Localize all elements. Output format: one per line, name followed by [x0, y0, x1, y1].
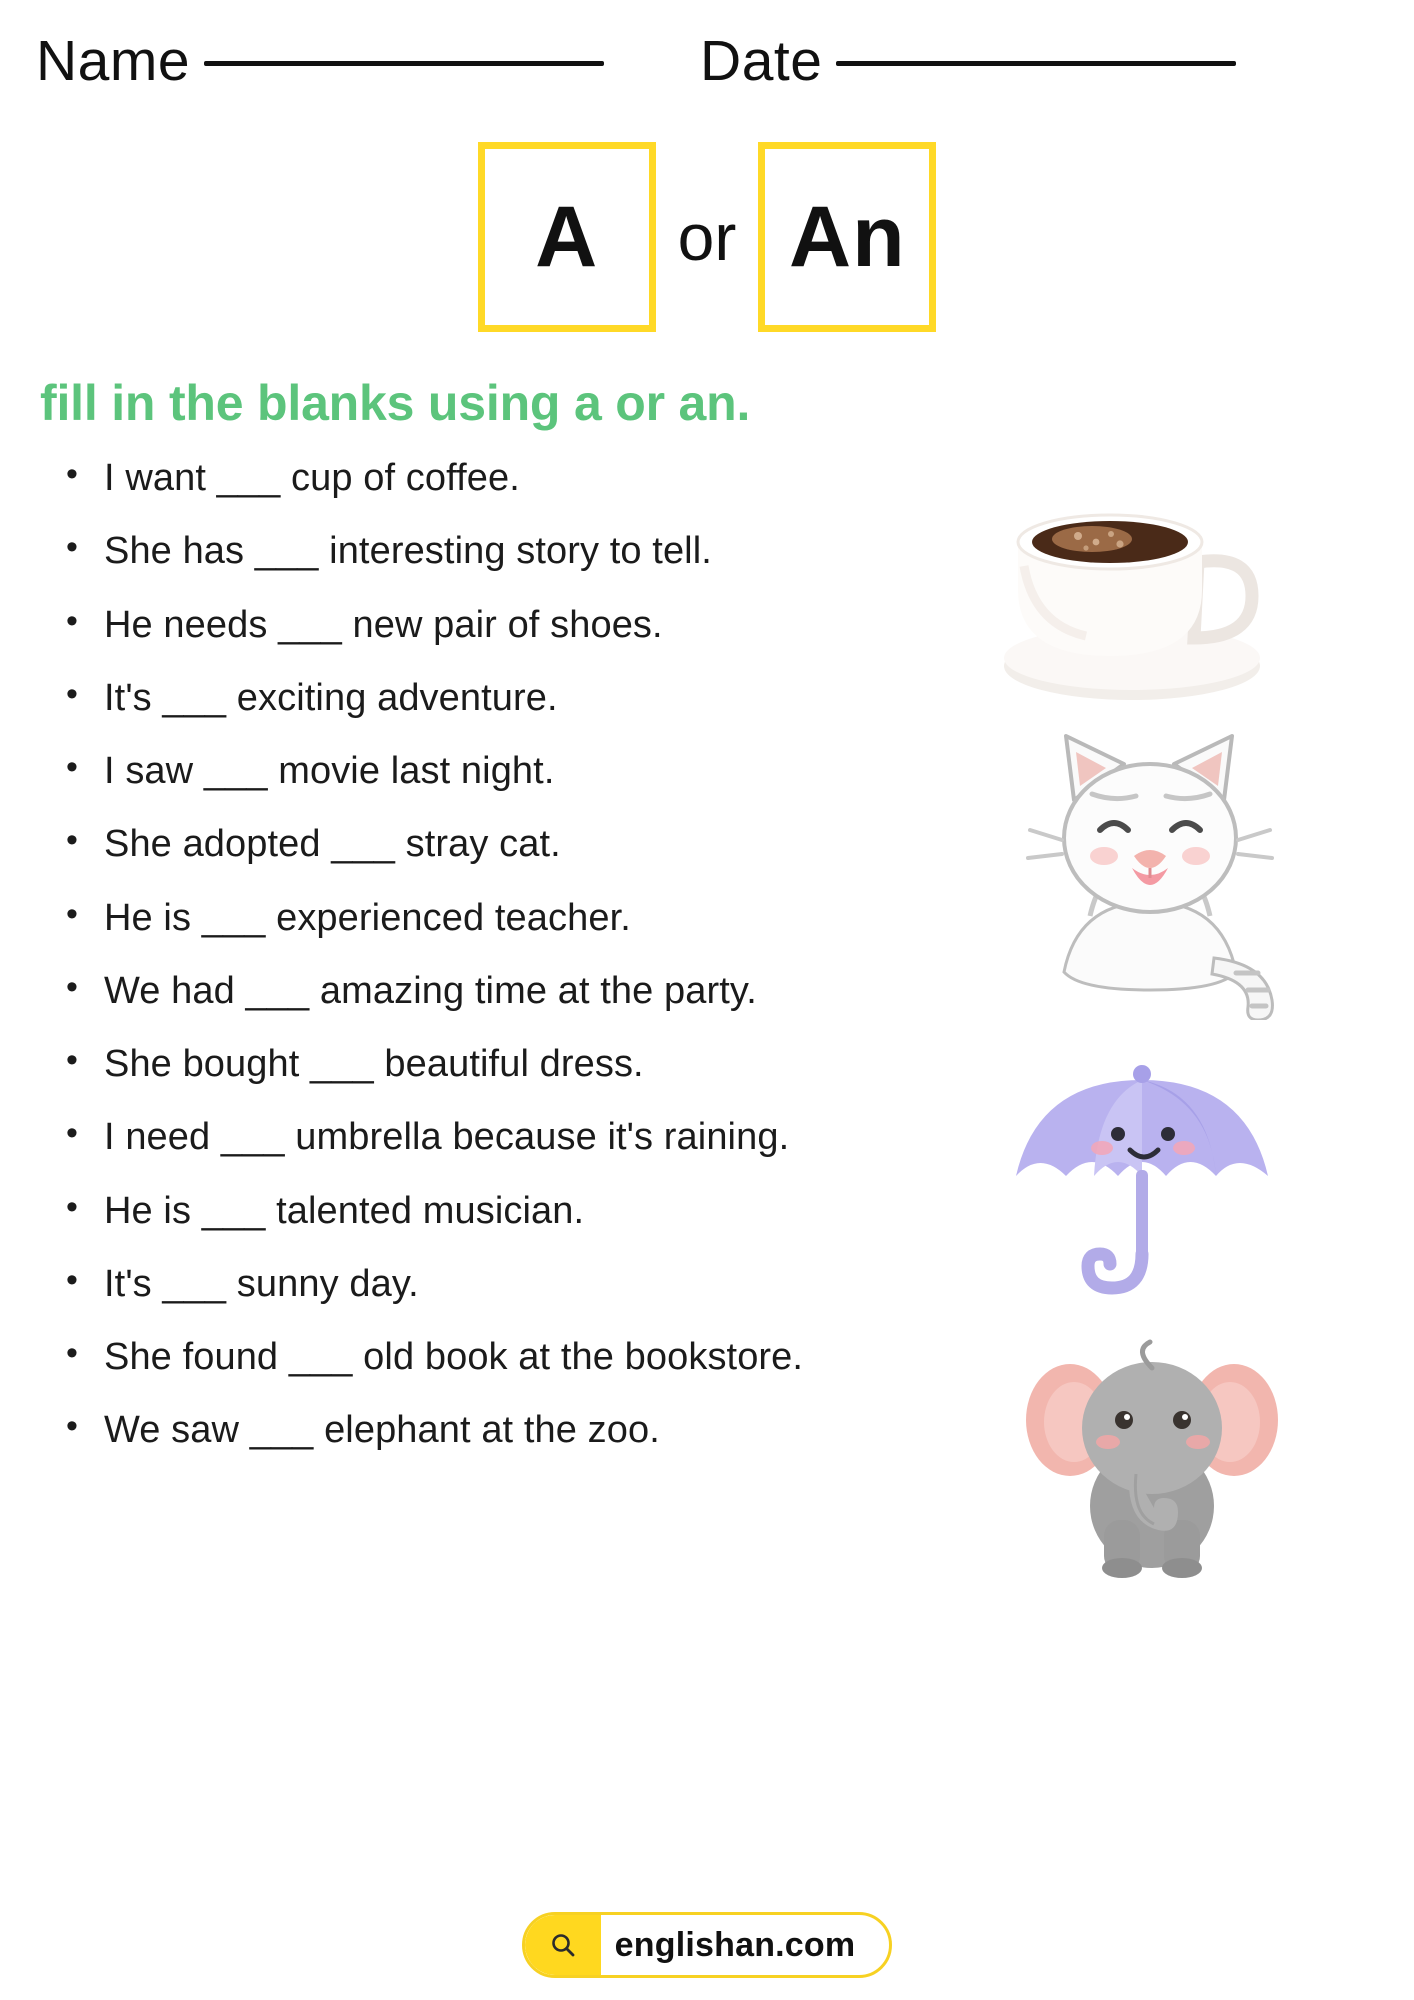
- worksheet-header: [0, 0, 1414, 94]
- coffee-cup-illustration: [980, 470, 1280, 725]
- title-box-an: [758, 142, 936, 332]
- name-label: Name: [36, 29, 191, 93]
- list-item[interactable]: • We had ___ amazing time at the party.: [52, 971, 960, 1011]
- list-item[interactable]: • We saw ___ elephant at the zoo.: [52, 1410, 960, 1450]
- question-list-container: [0, 458, 960, 1484]
- list-item[interactable]: • I want ___ cup of coffee.: [52, 458, 960, 498]
- search-icon: [525, 1915, 601, 1975]
- date-write-line[interactable]: [836, 61, 1236, 66]
- title-a-text: A: [535, 188, 599, 285]
- worksheet-body: [0, 458, 1414, 1484]
- cat-illustration: [1000, 690, 1300, 1025]
- date-label: Date: [700, 29, 823, 93]
- illustration-column: [960, 458, 1414, 1484]
- name-write-line[interactable]: [204, 61, 604, 66]
- list-item[interactable]: • I need ___ umbrella because it's raining.: [52, 1117, 960, 1157]
- list-item[interactable]: • I saw ___ movie last night.: [52, 751, 960, 791]
- instruction-text: fill in the blanks using a or an.: [40, 375, 751, 431]
- list-item[interactable]: • She bought ___ beautiful dress.: [52, 1044, 960, 1084]
- date-field: [700, 28, 1236, 94]
- elephant-illustration: [1012, 1324, 1292, 1589]
- site-footer: [0, 1912, 1414, 1978]
- site-url-text: englishan.com: [614, 1925, 856, 1964]
- umbrella-illustration: [992, 1058, 1292, 1313]
- list-item[interactable]: • It's ___ sunny day.: [52, 1264, 960, 1304]
- list-item[interactable]: • She found ___ old book at the bookstore.: [52, 1337, 960, 1377]
- title-connector: or: [677, 200, 737, 274]
- worksheet-title: [0, 142, 1414, 332]
- list-item[interactable]: • He is ___ experienced teacher.: [52, 898, 960, 938]
- title-box-a: [478, 142, 656, 332]
- name-field: [36, 28, 604, 94]
- list-item[interactable]: • She has ___ interesting story to tell.: [52, 531, 960, 571]
- list-item[interactable]: • She adopted ___ stray cat.: [52, 824, 960, 864]
- list-item[interactable]: • He needs ___ new pair of shoes.: [52, 605, 960, 645]
- title-an-text: An: [789, 188, 906, 285]
- question-list: [52, 458, 960, 1451]
- site-badge[interactable]: [522, 1912, 893, 1978]
- list-item[interactable]: • It's ___ exciting adventure.: [52, 678, 960, 718]
- list-item[interactable]: • He is ___ talented musician.: [52, 1191, 960, 1231]
